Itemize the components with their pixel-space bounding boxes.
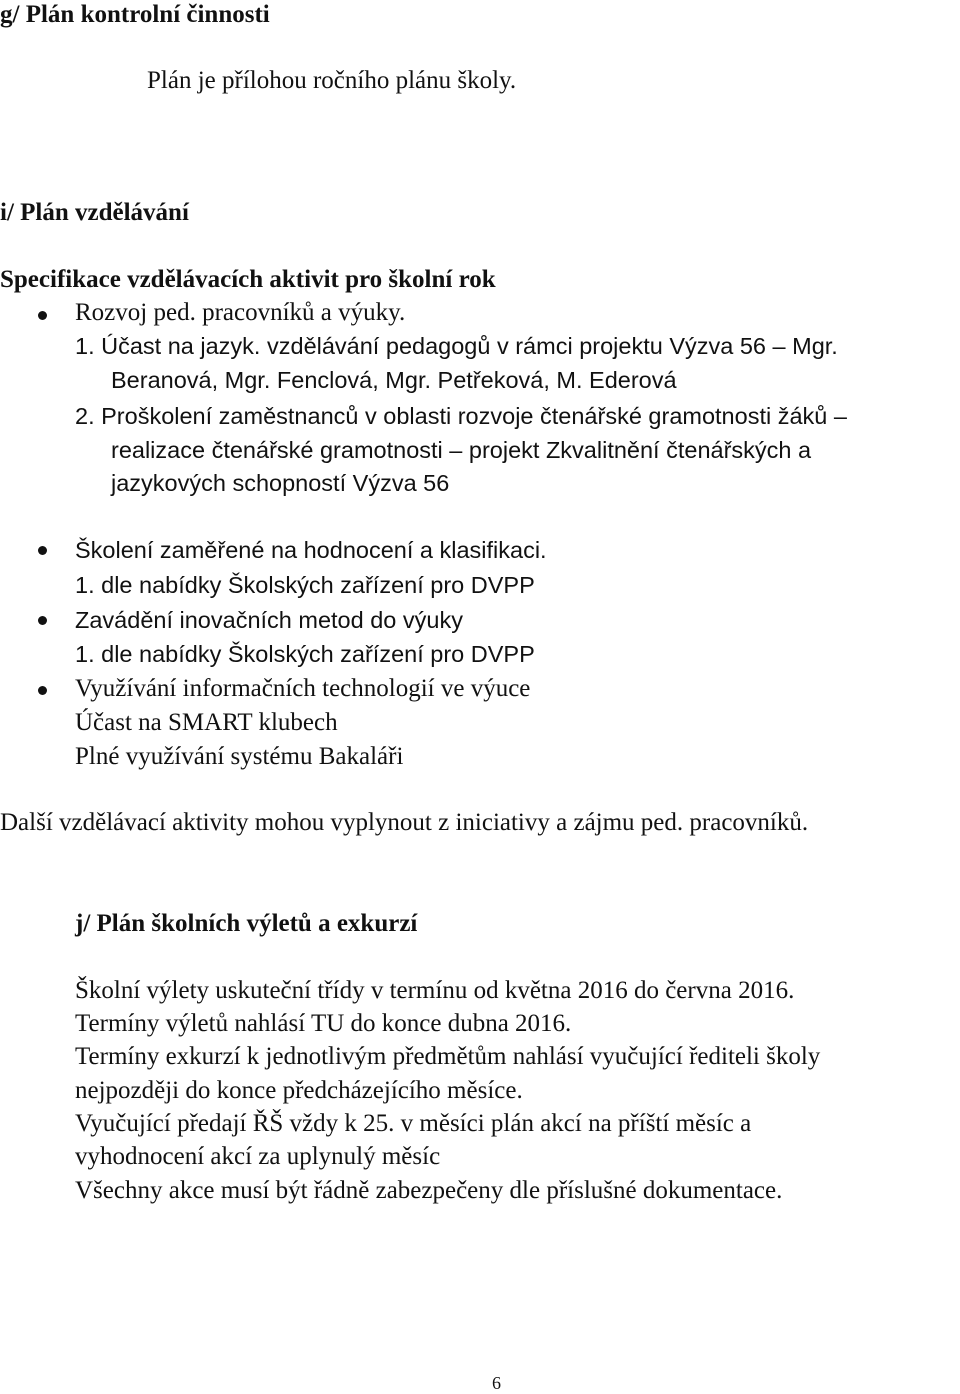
bullet3-item1: 1. dle nabídky Školských zařízení pro DVPP — [75, 641, 535, 667]
section-i-closing: Další vzdělávací aktivity mohou vyplynout z iniciativy a zájmu ped. pracovníků. — [0, 809, 809, 836]
section-j-line6: vyhodnocení akcí za uplynulý měsíc — [75, 1143, 441, 1170]
bullet4-title: Využívání informačních technologií ve výuce — [75, 675, 531, 702]
bullet-1 — [38, 311, 47, 320]
bullet1-item1-line2: Beranová, Mgr. Fenclová, Mgr. Petřeková, M. Ederová — [111, 367, 677, 393]
bullet1-item2-line3: jazykových schopností Výzva 56 — [111, 470, 450, 496]
section-i-heading: i/ Plán vzdělávání — [0, 199, 189, 226]
bullet-2 — [38, 546, 47, 555]
section-j-heading: j/ Plán školních výletů a exkurzí — [75, 910, 418, 937]
bullet1-item2-line1: 2. Proškolení zaměstnanců v oblasti rozvoje čtenářské gramotnosti žáků – — [75, 403, 847, 429]
section-j-line2: Termíny výletů nahlásí TU do konce dubna 2016. — [75, 1010, 572, 1037]
bullet1-title: Rozvoj ped. pracovníků a výuky. — [75, 299, 406, 326]
bullet-3 — [38, 616, 47, 625]
bullet2-item1: 1. dle nabídky Školských zařízení pro DVPP — [75, 572, 535, 598]
bullet1-item1-line1: 1. Účast na jazyk. vzdělávání pedagogů v rámci projektu Výzva 56 – Mgr. — [75, 333, 838, 359]
page-number: 6 — [492, 1373, 501, 1393]
bullet4-line2: Účast na SMART klubech — [75, 709, 338, 736]
section-j-line7: Všechny akce musí být řádně zabezpečeny dle příslušné dokumentace. — [75, 1177, 783, 1204]
bullet-4 — [38, 686, 47, 695]
section-j-line3: Termíny exkurzí k jednotlivým předmětům nahlásí vyučující řediteli školy — [75, 1043, 821, 1070]
bullet3-title: Zavádění inovačních metod do výuky — [75, 607, 463, 633]
bullet1-item2-line2: realizace čtenářské gramotnosti – projekt Zkvalitnění čtenářských a — [111, 437, 812, 463]
bullet4-line3: Plné využívání systému Bakaláři — [75, 743, 404, 770]
section-j-line5: Vyučující předají ŘŠ vždy k 25. v měsíci plán akcí na příští měsíc a — [75, 1110, 752, 1137]
bullet2-title: Školení zaměřené na hodnocení a klasifikaci. — [75, 537, 547, 563]
section-j-line4: nejpozději do konce předcházejícího měsíce. — [75, 1077, 523, 1104]
section-g-text: Plán je přílohou ročního plánu školy. — [147, 67, 517, 94]
section-j-line1: Školní výlety uskuteční třídy v termínu od května 2016 do června 2016. — [75, 977, 795, 1004]
section-g-heading: g/ Plán kontrolní činnosti — [0, 1, 270, 28]
section-i-subheading: Specifikace vzdělávacích aktivit pro školní rok — [0, 266, 496, 293]
